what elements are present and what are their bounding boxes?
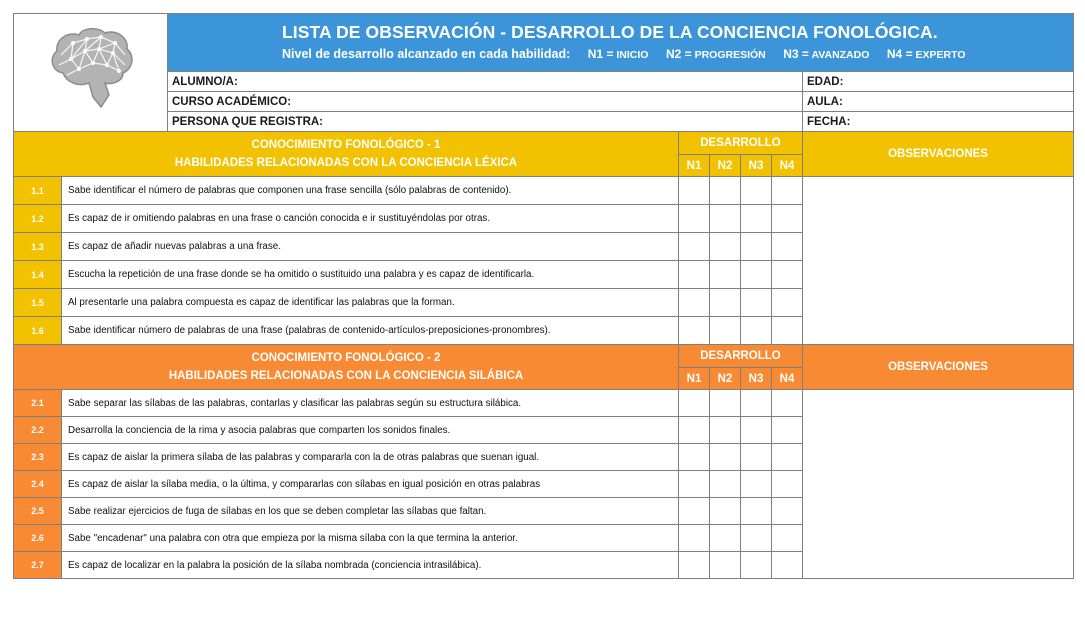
level-col-n1: N1 — [679, 368, 710, 390]
item-text: Al presentarle una palabra compuesta es capaz de identificar las palabras que la forman. — [62, 289, 679, 317]
item-text: Es capaz de añadir nuevas palabras a una frase. — [62, 233, 679, 261]
item-text: Sabe realizar ejercicios de fuga de sílabas en los que se deben completar las sílabas que faltan. — [62, 498, 679, 525]
check-n1[interactable] — [679, 233, 710, 261]
check-n1[interactable] — [679, 317, 710, 345]
alumno-field[interactable]: ALUMNO/A: — [168, 72, 803, 92]
check-n2[interactable] — [710, 289, 741, 317]
curso-field[interactable]: CURSO ACADÉMICO: — [168, 92, 803, 112]
level-legend-label: Nivel de desarrollo alcanzado en cada habilidad: — [282, 47, 571, 61]
check-n2[interactable] — [710, 317, 741, 345]
header-banner — [168, 14, 1074, 72]
check-n1[interactable] — [679, 177, 710, 205]
check-n3[interactable] — [741, 525, 772, 552]
level-n4: N4 = EXPERTO — [886, 47, 966, 61]
check-n1[interactable] — [679, 552, 710, 579]
check-n4[interactable] — [772, 498, 803, 525]
section-2-subtitle: HABILIDADES RELACIONADAS CON LA CONCIENCIA SILÁBICA — [168, 370, 524, 382]
check-n2[interactable] — [710, 444, 741, 471]
level-n3: N3 = AVANZADO — [783, 47, 870, 61]
item-number: 1.1 — [14, 177, 62, 205]
check-n2[interactable] — [710, 471, 741, 498]
section-2-header — [14, 345, 679, 390]
check-n3[interactable] — [741, 444, 772, 471]
check-n3[interactable] — [741, 289, 772, 317]
brain-icon — [43, 21, 139, 121]
check-n4[interactable] — [772, 444, 803, 471]
check-n1[interactable] — [679, 498, 710, 525]
check-n4[interactable] — [772, 289, 803, 317]
item-text: Sabe identificar número de palabras de una frase (palabras de contenido-artículos-preposiciones-pronombres). — [62, 317, 679, 345]
check-n4[interactable] — [772, 390, 803, 417]
check-n4[interactable] — [772, 317, 803, 345]
section-1-title: CONOCIMIENTO FONOLÓGICO - 1 — [251, 139, 441, 151]
check-n3[interactable] — [741, 205, 772, 233]
check-n3[interactable] — [741, 552, 772, 579]
item-number: 2.2 — [14, 417, 62, 444]
item-text: Es capaz de aislar la primera sílaba de las palabras y compararla con la de otras palabras que suenan igual. — [62, 444, 679, 471]
section-1-subtitle: HABILIDADES RELACIONADAS CON LA CONCIENCIA LÉXICA — [174, 157, 518, 169]
item-text: Es capaz de localizar en la palabra la posición de la sílaba nombrada (conciencia intrasilábica). — [62, 552, 679, 579]
observation-sheet — [13, 13, 1073, 579]
check-n4[interactable] — [772, 525, 803, 552]
item-text: Sabe identificar el número de palabras que componen una frase sencilla (sólo palabras de contenido). — [62, 177, 679, 205]
check-n1[interactable] — [679, 444, 710, 471]
item-number: 2.6 — [14, 525, 62, 552]
check-n4[interactable] — [772, 233, 803, 261]
observaciones-area-2[interactable] — [803, 390, 1074, 579]
observaciones-area-1[interactable] — [803, 177, 1074, 345]
check-n2[interactable] — [710, 233, 741, 261]
check-n4[interactable] — [772, 177, 803, 205]
level-col-n2: N2 — [710, 155, 741, 177]
check-n2[interactable] — [710, 552, 741, 579]
check-n1[interactable] — [679, 289, 710, 317]
edad-field[interactable]: EDAD: — [803, 72, 1074, 92]
item-number: 2.1 — [14, 390, 62, 417]
item-number: 2.7 — [14, 552, 62, 579]
table-row — [14, 390, 1074, 417]
check-n3[interactable] — [741, 417, 772, 444]
observaciones-header-2: OBSERVACIONES — [803, 345, 1074, 390]
item-text: Es capaz de aislar la sílaba media, o la última, y compararlas con sílabas en igual posición en otras palabras — [62, 471, 679, 498]
check-n2[interactable] — [710, 417, 741, 444]
item-number: 1.6 — [14, 317, 62, 345]
check-n4[interactable] — [772, 261, 803, 289]
check-n4[interactable] — [772, 471, 803, 498]
section-2-title: CONOCIMIENTO FONOLÓGICO - 2 — [251, 352, 441, 364]
item-number: 2.5 — [14, 498, 62, 525]
desarrollo-header-1: DESARROLLO — [679, 132, 803, 155]
check-n2[interactable] — [710, 177, 741, 205]
item-number: 2.3 — [14, 444, 62, 471]
page-title: LISTA DE OBSERVACIÓN - DESARROLLO DE LA CONCIENCIA FONOLÓGICA. — [282, 22, 938, 42]
check-n3[interactable] — [741, 177, 772, 205]
check-n1[interactable] — [679, 390, 710, 417]
check-n4[interactable] — [772, 417, 803, 444]
check-n1[interactable] — [679, 261, 710, 289]
check-n1[interactable] — [679, 417, 710, 444]
check-n3[interactable] — [741, 317, 772, 345]
check-n1[interactable] — [679, 205, 710, 233]
level-n1: N1 = INICIO — [587, 47, 649, 61]
item-text: Desarrolla la conciencia de la rima y asocia palabras que comparten los sonidos finales. — [62, 417, 679, 444]
check-n3[interactable] — [741, 233, 772, 261]
check-n3[interactable] — [741, 498, 772, 525]
item-number: 2.4 — [14, 471, 62, 498]
level-col-n2: N2 — [710, 368, 741, 390]
check-n2[interactable] — [710, 261, 741, 289]
item-number: 1.3 — [14, 233, 62, 261]
check-n1[interactable] — [679, 525, 710, 552]
check-n3[interactable] — [741, 261, 772, 289]
fecha-field[interactable]: FECHA: — [803, 112, 1074, 132]
check-n4[interactable] — [772, 205, 803, 233]
level-col-n4: N4 — [772, 155, 803, 177]
item-number: 1.5 — [14, 289, 62, 317]
observation-table — [13, 13, 1074, 579]
item-text: Escucha la repetición de una frase donde se ha omitido o sustituido una palabra y es capaz de identificarla. — [62, 261, 679, 289]
level-col-n4: N4 — [772, 368, 803, 390]
brain-logo — [14, 14, 168, 132]
item-number: 1.2 — [14, 205, 62, 233]
level-col-n3: N3 — [741, 368, 772, 390]
level-legend — [282, 45, 1073, 64]
desarrollo-header-2: DESARROLLO — [679, 345, 803, 368]
item-text: Es capaz de ir omitiendo palabras en una frase o canción conocida e ir sustituyéndolas por otras. — [62, 205, 679, 233]
check-n3[interactable] — [741, 471, 772, 498]
check-n2[interactable] — [710, 525, 741, 552]
check-n2[interactable] — [710, 205, 741, 233]
check-n2[interactable] — [710, 390, 741, 417]
section-1-header — [14, 132, 679, 177]
persona-field[interactable]: PERSONA QUE REGISTRA: — [168, 112, 803, 132]
item-text: Sabe "encadenar" una palabra con otra que empieza por la misma sílaba con la que termina la anterior. — [62, 525, 679, 552]
check-n4[interactable] — [772, 552, 803, 579]
item-number: 1.4 — [14, 261, 62, 289]
aula-field[interactable]: AULA: — [803, 92, 1074, 112]
check-n3[interactable] — [741, 390, 772, 417]
item-text: Sabe separar las sílabas de las palabras, contarlas y clasificar las palabras según su estructura silábica. — [62, 390, 679, 417]
table-row — [14, 177, 1074, 205]
level-col-n1: N1 — [679, 155, 710, 177]
observaciones-header-1: OBSERVACIONES — [803, 132, 1074, 177]
check-n1[interactable] — [679, 471, 710, 498]
check-n2[interactable] — [710, 498, 741, 525]
level-n2: N2 = PROGRESIÓN — [665, 47, 766, 61]
level-col-n3: N3 — [741, 155, 772, 177]
